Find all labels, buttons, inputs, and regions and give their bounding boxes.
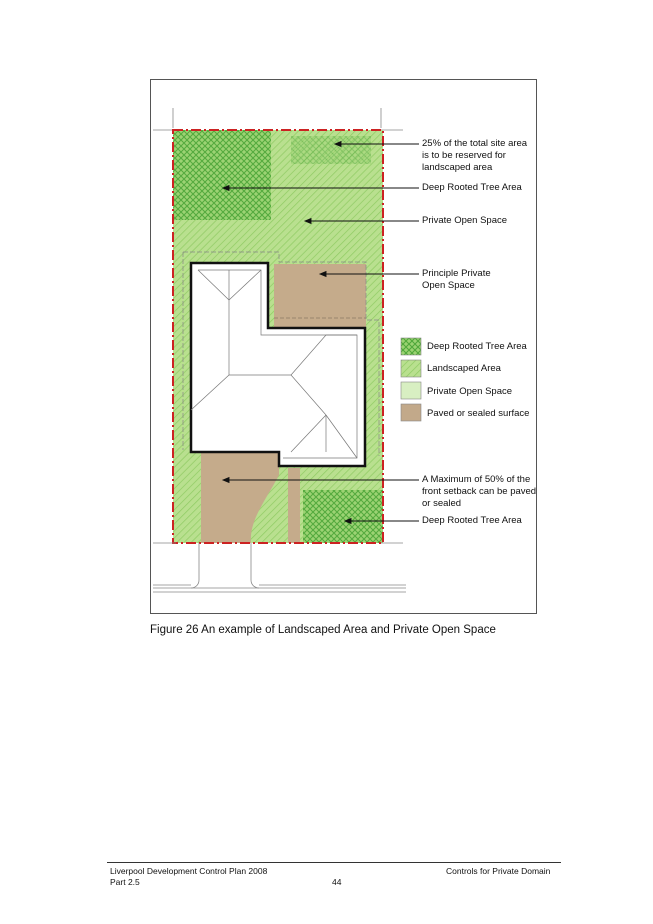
legend-swatch-paved	[401, 404, 421, 421]
callout-private-open-space: Private Open Space	[422, 215, 508, 226]
legend-label-deep-rooted: Deep Rooted Tree Area	[427, 341, 527, 352]
legend-label-paved: Paved or sealed surface	[427, 408, 530, 419]
footer-document-title: Liverpool Development Control Plan 2008	[110, 866, 268, 876]
legend-swatch-landscaped	[401, 360, 421, 377]
legend-label-private-open: Private Open Space	[427, 386, 513, 397]
deep-rooted-area-bottom	[303, 490, 383, 543]
legend-swatch-private-open	[401, 382, 421, 399]
figure-caption: Figure 26 An example of Landscaped Area and Private Open Space	[150, 624, 496, 636]
footer-page-number: 44	[332, 877, 342, 887]
legend-label-landscaped: Landscaped Area	[427, 363, 501, 374]
callout-landscaped-reserve-line3: landscaped area	[422, 162, 493, 173]
callout-landscaped-reserve-line2: is to be reserved for	[422, 150, 506, 161]
callout-landscaped-reserve-line1: 25% of the total site area	[422, 138, 528, 149]
callout-landscaped-reserve	[422, 138, 527, 174]
figure-frame	[150, 79, 537, 614]
footer-section-title: Controls for Private Domain	[446, 866, 551, 876]
callout-principle-private	[422, 268, 491, 292]
callout-front-setback-line1: A Maximum of 50% of the	[422, 474, 531, 485]
callout-principle-private-line1: Principle Private	[422, 268, 491, 279]
legend-swatch-deep-rooted	[401, 338, 421, 355]
deep-rooted-area-top	[173, 130, 271, 220]
callout-deep-rooted-top: Deep Rooted Tree Area	[422, 182, 522, 193]
footer-divider	[107, 862, 561, 863]
callout-front-setback-line3: or sealed	[422, 498, 462, 509]
callout-front-setback-line2: front setback can be paved	[422, 486, 537, 497]
callout-deep-rooted-bottom: Deep Rooted Tree Area	[422, 515, 522, 526]
callout-principle-private-line2: Open Space	[422, 280, 475, 291]
footer-part: Part 2.5	[110, 877, 140, 887]
callout-front-setback	[422, 474, 536, 510]
